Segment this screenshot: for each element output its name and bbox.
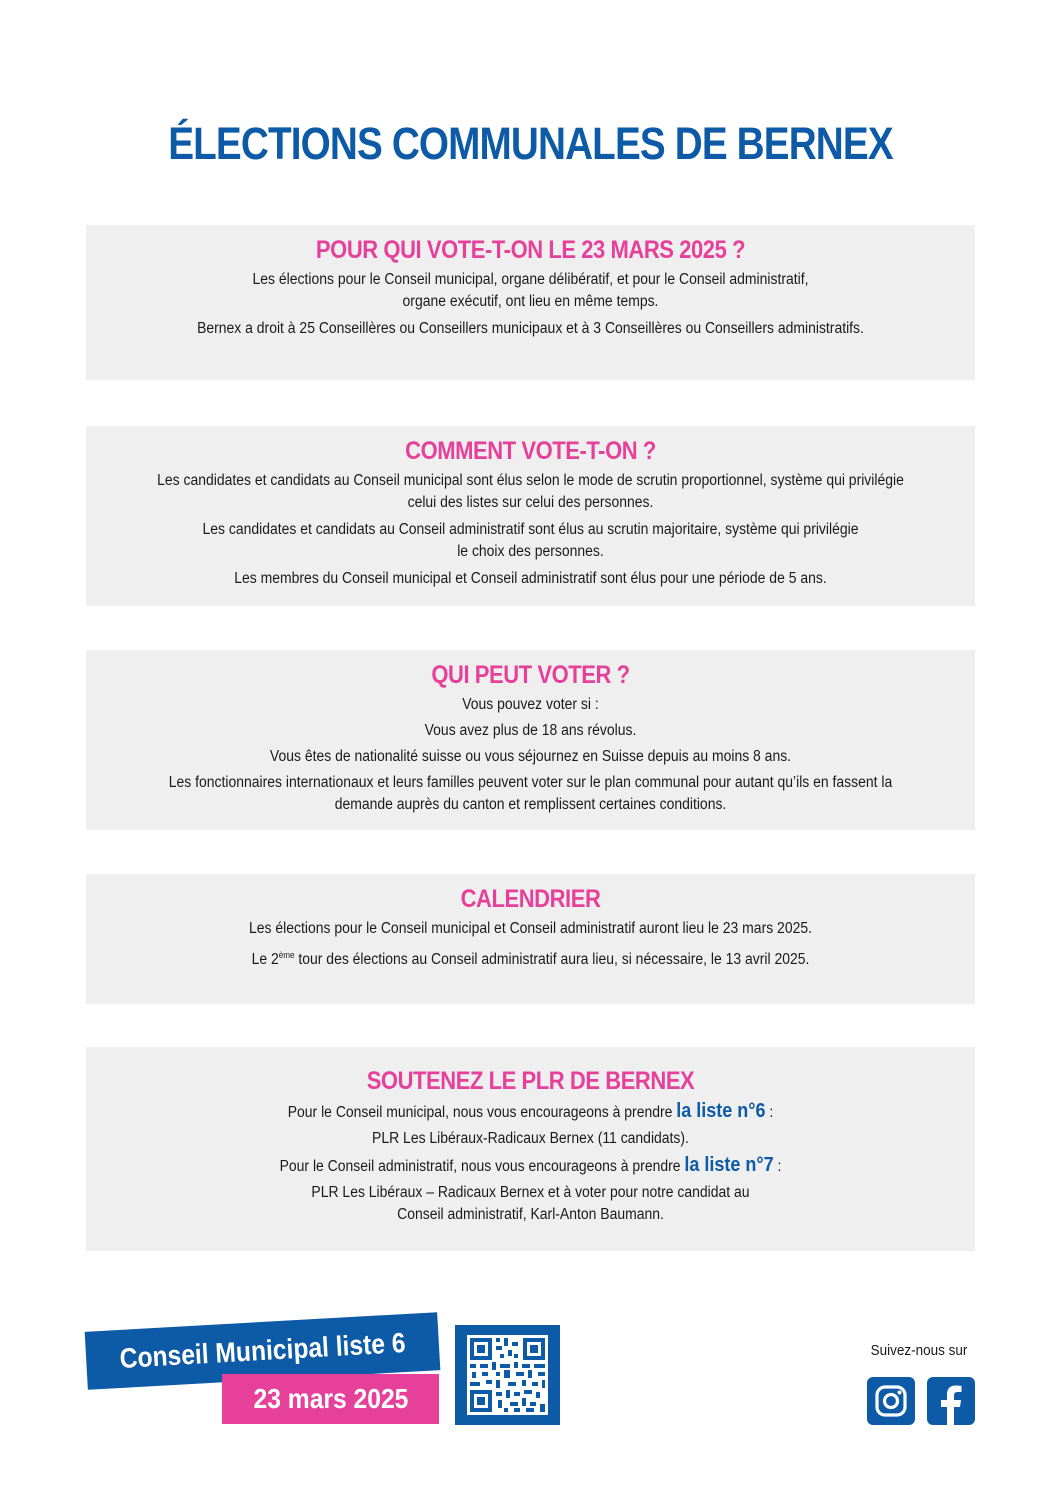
section-text — [130, 1154, 930, 1178]
section-text: Les membres du Conseil municipal et Conseil administratif sont élus pour une période de 5 ans. — [234, 570, 827, 587]
section-text: Vous pouvez voter si : — [462, 696, 599, 713]
text-rest: tour des élections au Conseil administratif aura lieu, si nécessaire, le 13 avril 2025. — [294, 951, 810, 969]
section-text: PLR Les Libéraux-Radicaux Bernex (11 candidats). — [372, 1130, 689, 1147]
section-heading: COMMENT VOTE-T-ON ? — [405, 437, 656, 465]
tag-label: Conseil Municipal liste 6 — [118, 1327, 407, 1374]
section-text-second-round — [130, 944, 930, 971]
list-7-highlight: la liste n°7 — [684, 1154, 774, 1176]
section-who-can-vote — [86, 650, 975, 830]
section-text: organe exécutif, ont lieu en même temps. — [402, 293, 659, 310]
section-how — [86, 426, 975, 606]
section-text: Les fonctionnaires internationaux et leurs familles peuvent voter sur le plan communal pour autant qu’ils en fassent la — [168, 774, 893, 791]
section-text: Les candidates et candidats au Conseil administratif sont élus au scrutin majoritaire, système qui privilégie — [202, 521, 859, 538]
text-sup: ème — [278, 950, 295, 960]
facebook-icon[interactable] — [927, 1377, 975, 1425]
section-heading: SOUTENEZ LE PLR DE BERNEX — [366, 1067, 695, 1095]
section-text: celui des listes sur celui des personnes. — [407, 494, 654, 511]
text-prefix: Le 2 — [251, 951, 279, 969]
text: : — [765, 1104, 774, 1121]
section-text — [130, 1100, 930, 1124]
section-text: demande auprès du canton et remplissent certaines conditions. — [334, 796, 727, 813]
instagram-icon[interactable] — [867, 1377, 915, 1425]
qr-code-icon[interactable] — [455, 1325, 560, 1425]
follow-us-label: Suivez-nous sur — [870, 1342, 968, 1359]
text: : — [773, 1158, 782, 1175]
section-text: Conseil administratif, Karl-Anton Baumann. — [397, 1206, 664, 1223]
section-support — [86, 1047, 975, 1251]
section-heading: CALENDRIER — [460, 885, 601, 913]
section-text: Bernex a droit à 25 Conseillères ou Conseillers municipaux et à 3 Conseillères ou Conseillers administratifs. — [197, 320, 864, 337]
section-text: Les candidates et candidats au Conseil municipal sont élus selon le mode de scrutin proportionnel, système qui privilégie — [157, 472, 904, 489]
page-title: ÉLECTIONS COMMUNALES DE BERNEX — [168, 118, 893, 169]
list-6-highlight: la liste n°6 — [676, 1100, 766, 1122]
tag-label: 23 mars 2025 — [253, 1383, 408, 1414]
text: Pour le Conseil municipal, nous vous encourageons à prendre — [287, 1104, 677, 1121]
section-who — [86, 225, 975, 380]
section-text: Vous avez plus de 18 ans révolus. — [424, 722, 637, 739]
section-heading: QUI PEUT VOTER ? — [431, 661, 630, 689]
section-text: Vous êtes de nationalité suisse ou vous séjournez en Suisse depuis au moins 8 ans. — [269, 748, 792, 765]
section-text: le choix des personnes. — [457, 543, 604, 560]
section-text: PLR Les Libéraux – Radicaux Bernex et à voter pour notre candidat au — [311, 1184, 750, 1201]
section-text: Les élections pour le Conseil municipal et Conseil administratif auront lieu le 23 mars 2025. — [249, 920, 812, 937]
text: Pour le Conseil administratif, nous vous encourageons à prendre — [279, 1158, 685, 1175]
section-calendar — [86, 874, 975, 1004]
tag-date — [222, 1374, 439, 1424]
section-heading: POUR QUI VOTE-T-ON LE 23 MARS 2025 ? — [315, 236, 746, 264]
section-text: Les élections pour le Conseil municipal, organe délibératif, et pour le Conseil administratif, — [252, 271, 809, 288]
